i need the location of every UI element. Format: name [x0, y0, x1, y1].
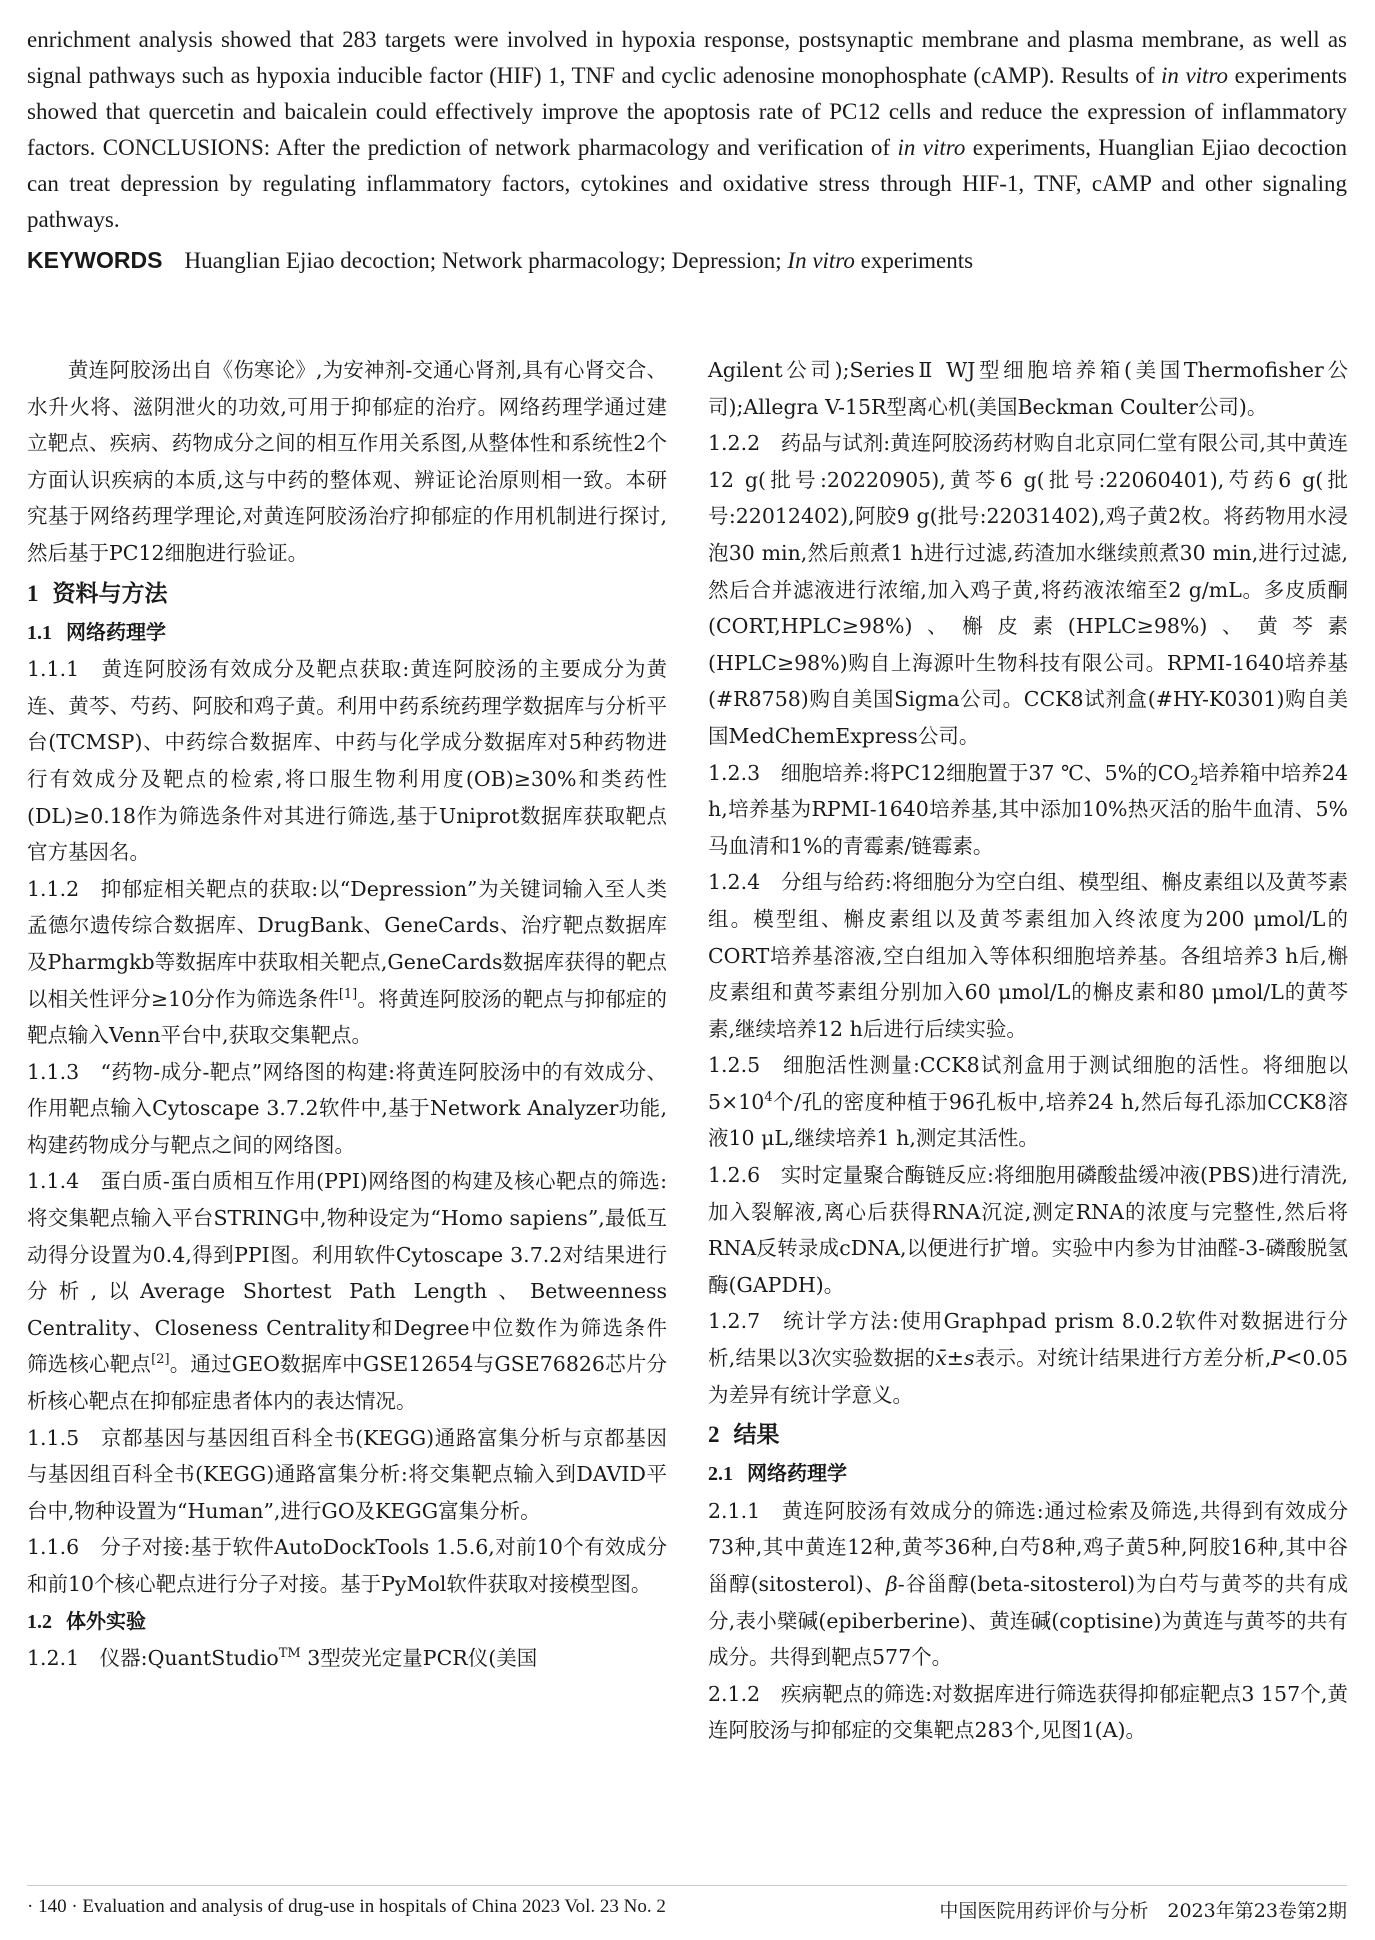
paragraph-text: 。通过GEO数据库中GSE12654与GSE76826芯片分析核心靶点在抑郁症患者体内的表达情况。	[27, 1352, 668, 1414]
beta-symbol: β	[885, 1572, 898, 1596]
paragraph-text: 表示。对统计结果进行方差分析,	[974, 1346, 1272, 1371]
stat-notation: x̄±s	[935, 1346, 975, 1371]
abstract-text: experiments, Huanglian Ejiao decoction can treat depression by regulating inflammatory factors, cytokines and oxidative stress through HIF-1, TNF, cAMP and other signaling pathways.	[27, 135, 1347, 232]
paragraph-text: 3型荧光定量PCR仪(美国	[300, 1646, 538, 1671]
paragraph-text: 1.1.4 蛋白质-蛋白质相互作用(PPI)网络图的构建及核心靶点的筛选:将交集靶点输入平台STRING中,物种设定为“Homo sapiens”,最低互动得分设置为0.4,得到PPI图。利用软件Cytoscape 3.7.2对结果进行分析,以Average Shortest Path Length、Betweenness Centrality、Closeness Centrality和Degree中位数作为筛选条件筛选核心靶点	[27, 1169, 667, 1377]
paragraph	[27, 871, 667, 1054]
subsection-title: 网络药理学	[747, 1461, 847, 1486]
trademark: TM	[278, 1646, 301, 1662]
paragraph-text: 培养箱中培养24 h,培养基为RPMI-1640培养基,其中添加10%热灭活的胎牛血清、5%马血清和1%的青霉素/链霉素。	[708, 760, 1348, 858]
subsection-heading	[708, 1455, 1348, 1493]
citation: [1]	[338, 986, 358, 1002]
section-title: 结果	[733, 1422, 780, 1449]
subsection-heading	[27, 1603, 667, 1641]
abstract-italic: in vitro	[897, 135, 966, 160]
paragraph-text: 。将黄连阿胶汤的靶点与抑郁症的靶点输入Venn平台中,获取交集靶点。	[27, 986, 667, 1048]
paragraph: 1.2.6 实时定量聚合酶链反应:将细胞用磷酸盐缓冲液(PBS)进行清洗,加入裂解液,离心后获得RNA沉淀,测定RNA的浓度与完整性,然后将RNA反转录成cDNA,以便进行扩增。实验中内参为甘油醛-3-磷酸脱氢酶(GAPDH)。	[708, 1163, 1348, 1297]
paragraph: 2.1.2 疾病靶点的筛选:对数据库进行筛选获得抑郁症靶点3 157个,黄连阿胶汤与抑郁症的交集靶点283个,见图1(A)。	[708, 1681, 1348, 1743]
citation: [2]	[151, 1352, 170, 1368]
paragraph: 1.2.4 分组与给药:将细胞分为空白组、模型组、槲皮素组以及黄芩素组。模型组、槲皮素组以及黄芩素组加入终浓度为200 μmol/L的CORT培养基溶液,空白组加入等体积细胞培养基。各组培养3 h后,槲皮素组和黄芩素组分别加入60 μmol/L的槲皮素和80 μmol/L的黄芩素,继续培养12 h后进行后续实验。	[708, 870, 1348, 1041]
paragraph	[708, 1047, 1348, 1157]
footer-journal-cn: 中国医院用药评价与分析 2023年第23卷第2期	[939, 1900, 1347, 1922]
footer-divider	[27, 1885, 1347, 1886]
section-heading	[708, 1415, 1348, 1455]
subscript: 2	[1190, 773, 1199, 789]
abstract-paragraph	[27, 22, 1347, 238]
paragraph-text: 个/孔的密度种植于96孔板中,培养24 h,然后每孔添加CCK8溶液10 μL,继续培养1 h,测定其活性。	[708, 1089, 1348, 1151]
intro-paragraph: 黄连阿胶汤出自《伤寒论》,为安神剂-交通心肾剂,具有心肾交合、水升火将、滋阴泄火的功效,可用于抑郁症的治疗。网络药理学通过建立靶点、疾病、药物成分之间的相互作用关系图,从整体性和系统性2个方面认识疾病的本质,这与中药的整体观、辨证论治原则相一致。本研究基于网络药理学理论,对黄连阿胶汤治疗抑郁症的作用机制进行探讨,然后基于PC12细胞进行验证。	[27, 358, 667, 565]
footer-journal-en: · 140 · Evaluation and analysis of drug-use in hospitals of China 2023 Vol. 23 No. 2	[27, 1896, 666, 1917]
left-column	[27, 352, 667, 1677]
paragraph-text: <0.05为差异有统计学意义。	[708, 1346, 1349, 1407]
paragraph: 1.1.3 “药物-成分-靶点”网络图的构建:将黄连阿胶汤中的有效成分、作用靶点输入Cytoscape 3.7.2软件中,基于Network Analyzer功能,构建药物成分与靶点之间的网络图。	[27, 1059, 667, 1157]
abstract-text: experiments showed that quercetin and baicalein could effectively improve the apoptosis rate of PC12 cells and reduce the expression of inflammatory factors. CONCLUSIONS: After the prediction of network pharmacology and verification of	[27, 63, 1347, 160]
section-title: 资料与方法	[52, 580, 168, 607]
keywords	[27, 242, 1347, 279]
abstract-italic: in vitro	[1161, 63, 1229, 88]
subsection-number: 1.2	[27, 1610, 52, 1633]
right-column	[708, 352, 1348, 1749]
abstract-block	[27, 22, 1347, 279]
keywords-text: experiments	[854, 248, 974, 273]
subsection-number: 1.1	[27, 621, 52, 644]
p-value-symbol: P	[1271, 1346, 1286, 1371]
paragraph-text: 1.2.5 细胞活性测量:CCK8试剂盒用于测试细胞的活性。将细胞以5×10	[708, 1053, 1348, 1114]
paragraph-text: 2.1.1 黄连阿胶汤有效成分的筛选:通过检索及筛选,共得到有效成分73种,其中黄连12种,黄芩36种,白芍8种,鸡子黄5种,阿胶16种,其中谷甾醇(sitosterol)、	[708, 1498, 1348, 1596]
section-number: 1	[27, 580, 39, 606]
section-number: 2	[708, 1422, 720, 1448]
paragraph-text: 1.2.1 仪器:QuantStudio	[27, 1646, 279, 1671]
paragraph	[27, 1163, 667, 1419]
paragraph	[708, 755, 1348, 865]
subsection-number: 2.1	[708, 1463, 733, 1486]
paragraph-text: 1.1.2 抑郁症相关靶点的获取:以“Depression”为关键词输入至人类孟德尔遗传综合数据库、DrugBank、GeneCards、治疗靶点数据库及Pharmgkb等数据库中获取相关靶点,GeneCards数据库获得的靶点以相关性评分≥10分作为筛选条件	[27, 876, 667, 1011]
paragraph	[708, 1303, 1348, 1413]
paragraph	[27, 1640, 667, 1677]
paragraph-text: 1.2.7 统计学方法:使用Graphpad prism 8.0.2软件对数据进行分析,结果以3次实验数据的	[708, 1309, 1348, 1371]
page-footer	[27, 1896, 1347, 1928]
paragraph	[708, 1493, 1348, 1676]
keywords-label: KEYWORDS	[27, 247, 163, 273]
paragraph: 1.1.1 黄连阿胶汤有效成分及靶点获取:黄连阿胶汤的主要成分为黄连、黄芩、芍药、阿胶和鸡子黄。利用中药系统药理学数据库与分析平台(TCMSP)、中药综合数据库、中药与化学成分数据库对5种药物进行有效成分及靶点的检索,将口服生物利用度(OB)≥30%和类药性(DL)≥0.18作为筛选条件对其进行筛选,基于Uniprot数据库获取靶点官方基因名。	[27, 657, 667, 865]
keywords-text: Huanglian Ejiao decoction; Network pharmacology; Depression;	[184, 248, 788, 273]
paragraph: 1.2.2 药品与试剂:黄连阿胶汤药材购自北京同仁堂有限公司,其中黄连12 g(批号:20220905),黄芩6 g(批号:22060401),芍药6 g(批号:22012402),阿胶9 g(批号:22031402),鸡子黄2枚。将药物用水浸泡30 min,然后煎煮1 h进行过滤,药渣加水继续煎煮30 min,进行过滤,然后合并滤液进行浓缩,加入鸡子黄,将药液浓缩至2 g/mL。多皮质酮(CORT,HPLC≥98%)、槲皮素(HPLC≥98%)、黄芩素(HPLC≥98%)购自上海源叶生物科技有限公司。RPMI-1640培养基(#R8758)购自美国Sigma公司。CCK8试剂盒(#HY-K0301)购自美国MedChemExpress公司。	[708, 431, 1348, 748]
paragraph-text: 1.2.3 细胞培养:将PC12细胞置于37 ℃、5%的CO	[708, 760, 1191, 785]
keywords-italic: In vitro	[787, 248, 855, 273]
paragraph: 1.1.5 京都基因与基因组百科全书(KEGG)通路富集分析与京都基因与基因组百科全书(KEGG)通路富集分析:将交集靶点输入到DAVID平台中,物种设置为“Human”,进行GO及KEGG富集分析。	[27, 1425, 667, 1523]
section-heading	[27, 574, 667, 614]
paragraph-text: -谷甾醇(beta-sitosterol)为白芍与黄芩的共有成分,表小檗碱(epiberberine)、黄连碱(coptisine)为黄连与黄芩的共有成分。共得到靶点577个。	[708, 1572, 1348, 1670]
paragraph: Agilent公司);SeriesⅡ WJ型细胞培养箱(美国Thermofisher公司);Allegra V-15R型离心机(美国Beckman Coulter公司)。	[708, 358, 1348, 419]
subsection-title: 体外实验	[66, 1608, 146, 1633]
superscript: 4	[764, 1090, 773, 1106]
abstract-text: enrichment analysis showed that 283 targets were involved in hypoxia response, postsynaptic membrane and plasma membrane, as well as signal pathways such as hypoxia inducible factor (HIF) 1, TNF and cyclic adenosine monophosphate (cAMP). Results of	[27, 27, 1347, 88]
subsection-heading	[27, 614, 667, 652]
paragraph: 1.1.6 分子对接:基于软件AutoDockTools 1.5.6,对前10个有效成分和前10个核心靶点进行分子对接。基于PyMol软件获取对接模型图。	[27, 1535, 667, 1596]
subsection-title: 网络药理学	[66, 619, 166, 644]
